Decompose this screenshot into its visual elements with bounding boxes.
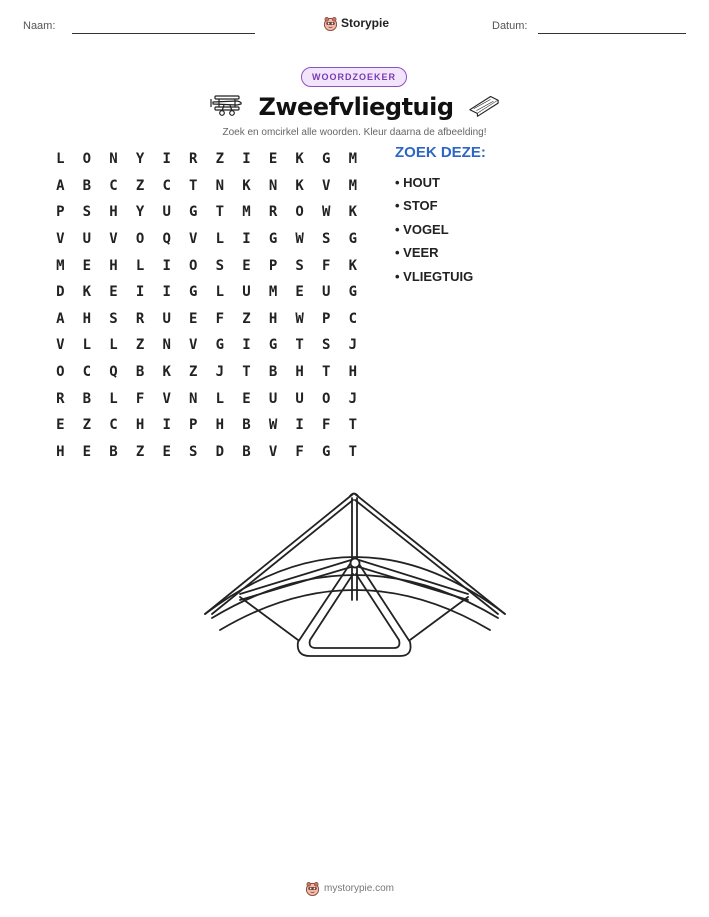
grid-cell[interactable]: O <box>135 231 145 248</box>
hang-glider-coloring-icon <box>200 490 510 662</box>
grid-cell[interactable]: P <box>56 204 65 221</box>
grid-cell[interactable]: I <box>242 337 251 354</box>
grid-cell[interactable]: K <box>82 284 92 301</box>
grid-cell[interactable]: L <box>82 337 92 354</box>
grid-cell[interactable]: S <box>109 310 118 327</box>
brand <box>323 13 389 33</box>
word-item: • VEER <box>395 245 439 261</box>
grid-cell[interactable]: G <box>215 337 225 354</box>
grid-cell[interactable]: K <box>295 177 304 194</box>
grid-cell[interactable]: E <box>162 443 171 460</box>
grid-cell[interactable]: T <box>295 337 304 354</box>
word-item: • HOUT <box>395 175 440 190</box>
word-item: • VOGEL <box>395 221 449 237</box>
grid-cell[interactable]: E <box>109 284 118 301</box>
grid-cell[interactable]: P <box>189 417 198 434</box>
wooden-plank-icon <box>468 92 500 123</box>
grid-cell[interactable]: S <box>82 204 92 221</box>
grid-cell[interactable]: F <box>322 257 331 274</box>
grid-cell[interactable]: G <box>268 337 278 354</box>
grid-cell[interactable]: W <box>295 231 304 248</box>
grid-cell[interactable]: L <box>109 390 118 407</box>
grid-cell[interactable]: E <box>242 390 251 407</box>
grid-cell[interactable]: T <box>348 417 358 434</box>
grid-cell[interactable]: I <box>162 151 171 168</box>
grid-cell[interactable]: H <box>109 257 118 274</box>
worksheet-type-badge: WOORDZOEKER <box>301 67 407 87</box>
grid-cell[interactable]: H <box>109 204 118 221</box>
grid-cell[interactable]: I <box>242 231 251 248</box>
grid-cell[interactable]: R <box>268 204 278 221</box>
grid-cell[interactable]: D <box>215 443 225 460</box>
grid-cell[interactable]: G <box>189 204 198 221</box>
grid-cell[interactable]: B <box>268 364 278 381</box>
grid-cell[interactable]: C <box>109 417 118 434</box>
grid-cell[interactable]: H <box>268 310 278 327</box>
grid-cell[interactable]: K <box>348 204 358 221</box>
grid-cell[interactable]: C <box>82 364 92 381</box>
grid-cell[interactable]: M <box>242 204 251 221</box>
grid-cell[interactable]: U <box>82 231 92 248</box>
grid-cell[interactable]: B <box>242 443 251 460</box>
grid-cell[interactable]: L <box>215 284 225 301</box>
grid-cell[interactable]: U <box>295 390 304 407</box>
grid-cell[interactable]: N <box>215 177 225 194</box>
grid-cell[interactable]: R <box>189 151 198 168</box>
grid-cell[interactable]: Q <box>162 231 171 248</box>
word-item: • STOF <box>395 198 438 214</box>
word-list-heading: ZOEK DEZE: <box>395 144 486 161</box>
grid-cell[interactable]: V <box>189 231 198 248</box>
word-list <box>395 144 486 288</box>
word-item: • VLIEGTUIG <box>395 268 474 284</box>
grid-cell[interactable]: A <box>56 310 65 327</box>
grid-cell[interactable]: V <box>189 337 198 354</box>
storypie-logo-icon <box>323 16 338 31</box>
grid-cell[interactable]: C <box>162 177 171 194</box>
grid-cell[interactable]: E <box>268 151 278 168</box>
grid-cell[interactable]: F <box>135 390 145 407</box>
grid-cell[interactable]: M <box>348 177 358 194</box>
grid-cell[interactable]: Z <box>135 443 145 460</box>
name-label: Naam: <box>23 20 56 32</box>
grid-cell[interactable]: N <box>189 390 198 407</box>
grid-cell[interactable]: E <box>82 443 92 460</box>
grid-cell[interactable]: F <box>215 310 225 327</box>
grid-cell[interactable]: Z <box>242 310 251 327</box>
grid-cell[interactable]: K <box>348 257 358 274</box>
grid-cell[interactable]: Y <box>135 151 145 168</box>
word-search-grid <box>47 146 366 465</box>
grid-cell[interactable]: Z <box>215 151 225 168</box>
grid-cell[interactable]: P <box>322 310 331 327</box>
grid-cell[interactable]: H <box>82 310 92 327</box>
grid-cell[interactable]: L <box>135 257 145 274</box>
grid-cell[interactable]: V <box>162 390 171 407</box>
grid-cell[interactable]: I <box>242 151 251 168</box>
grid-cell[interactable]: F <box>322 417 331 434</box>
grid-cell[interactable]: H <box>135 417 145 434</box>
grid-cell[interactable]: T <box>242 364 251 381</box>
brand-name: Storypie <box>341 16 390 30</box>
grid-cell[interactable]: I <box>162 417 171 434</box>
grid-cell[interactable]: J <box>348 337 358 354</box>
grid-cell[interactable]: E <box>189 310 198 327</box>
grid-cell[interactable]: E <box>82 257 92 274</box>
grid-cell[interactable]: K <box>295 151 304 168</box>
grid-cell[interactable]: F <box>295 443 304 460</box>
grid-cell[interactable]: U <box>162 310 171 327</box>
grid-cell[interactable]: W <box>268 417 278 434</box>
grid-cell[interactable]: N <box>268 177 278 194</box>
biplane-icon <box>210 92 244 123</box>
grid-cell[interactable]: O <box>82 151 92 168</box>
grid-cell[interactable]: W <box>295 310 304 327</box>
grid-cell[interactable]: V <box>109 231 118 248</box>
name-line[interactable] <box>72 33 255 34</box>
grid-cell[interactable]: I <box>162 284 171 301</box>
grid-cell[interactable]: U <box>322 284 331 301</box>
grid-cell[interactable]: H <box>56 443 65 460</box>
grid-cell[interactable]: G <box>348 284 358 301</box>
grid-cell[interactable]: E <box>295 284 304 301</box>
grid-cell[interactable]: G <box>189 284 198 301</box>
grid-cell[interactable]: I <box>135 284 145 301</box>
grid-cell[interactable]: G <box>322 443 331 460</box>
footer-url[interactable]: mystorypie.com <box>324 882 395 894</box>
grid-cell[interactable]: U <box>162 204 171 221</box>
grid-cell[interactable]: O <box>56 364 65 381</box>
grid-cell[interactable]: R <box>56 390 65 407</box>
grid-cell[interactable]: V <box>268 443 278 460</box>
grid-cell[interactable]: V <box>56 337 65 354</box>
grid-cell[interactable]: S <box>295 257 304 274</box>
page-title: Zweefvliegtuig <box>258 93 454 121</box>
grid-cell[interactable]: T <box>348 443 358 460</box>
grid-cell[interactable]: Z <box>135 177 145 194</box>
grid-cell[interactable]: I <box>295 417 304 434</box>
storypie-logo-icon <box>305 881 320 896</box>
grid-cell[interactable]: T <box>322 364 331 381</box>
grid-cell[interactable]: S <box>215 257 225 274</box>
grid-cell[interactable]: Z <box>135 337 145 354</box>
grid-cell[interactable]: N <box>109 151 118 168</box>
grid-cell[interactable]: O <box>295 204 304 221</box>
grid-cell[interactable]: A <box>56 177 65 194</box>
grid-cell[interactable]: E <box>56 417 65 434</box>
grid-cell[interactable]: J <box>348 390 358 407</box>
footer <box>305 878 394 898</box>
grid-cell[interactable]: S <box>322 337 331 354</box>
date-line[interactable] <box>538 33 686 34</box>
grid-cell[interactable]: H <box>295 364 304 381</box>
date-label: Datum: <box>492 20 528 32</box>
grid-cell[interactable]: G <box>348 231 358 248</box>
grid-cell[interactable]: Z <box>82 417 92 434</box>
grid-cell[interactable]: V <box>56 231 65 248</box>
instructions: Zoek en omcirkel alle woorden. Kleur daarna de afbeelding! <box>222 127 487 138</box>
grid-cell[interactable]: I <box>162 257 171 274</box>
grid-cell[interactable]: L <box>109 337 118 354</box>
grid-cell[interactable]: C <box>348 310 358 327</box>
grid-cell[interactable]: B <box>242 417 251 434</box>
grid-cell[interactable]: Q <box>109 364 118 381</box>
grid-cell[interactable]: W <box>322 204 331 221</box>
grid-cell[interactable]: D <box>56 284 65 301</box>
title-row <box>215 90 495 124</box>
grid-cell[interactable]: G <box>268 231 278 248</box>
grid-cell[interactable]: V <box>322 177 331 194</box>
grid-cell[interactable]: T <box>189 177 198 194</box>
grid-cell[interactable]: H <box>215 417 225 434</box>
grid-cell[interactable]: O <box>189 257 198 274</box>
grid-cell[interactable]: B <box>109 443 118 460</box>
grid-cell[interactable]: S <box>189 443 198 460</box>
grid-cell[interactable]: N <box>162 337 171 354</box>
grid-cell[interactable]: M <box>348 151 358 168</box>
grid-cell[interactable]: U <box>268 390 278 407</box>
grid-cell[interactable]: R <box>135 310 145 327</box>
grid-cell[interactable]: L <box>215 390 225 407</box>
grid-cell[interactable]: T <box>215 204 225 221</box>
grid-cell[interactable]: U <box>242 284 251 301</box>
grid-cell[interactable]: O <box>322 390 331 407</box>
grid-cell[interactable]: E <box>242 257 251 274</box>
grid-cell[interactable]: M <box>268 284 278 301</box>
grid-cell[interactable]: H <box>348 364 358 381</box>
grid-cell[interactable]: J <box>215 364 225 381</box>
grid-cell[interactable]: P <box>268 257 278 274</box>
grid-cell[interactable]: Z <box>189 364 198 381</box>
grid-cell[interactable]: K <box>242 177 251 194</box>
grid-cell[interactable]: B <box>82 177 92 194</box>
grid-cell[interactable]: G <box>322 151 331 168</box>
grid-cell[interactable]: S <box>322 231 331 248</box>
grid-cell[interactable]: C <box>109 177 118 194</box>
grid-cell[interactable]: M <box>56 257 65 274</box>
grid-cell[interactable]: K <box>162 364 171 381</box>
grid-cell[interactable]: B <box>135 364 145 381</box>
grid-cell[interactable]: B <box>82 390 92 407</box>
grid-cell[interactable]: Y <box>135 204 145 221</box>
grid-cell[interactable]: L <box>56 151 65 168</box>
grid-cell[interactable]: L <box>215 231 225 248</box>
